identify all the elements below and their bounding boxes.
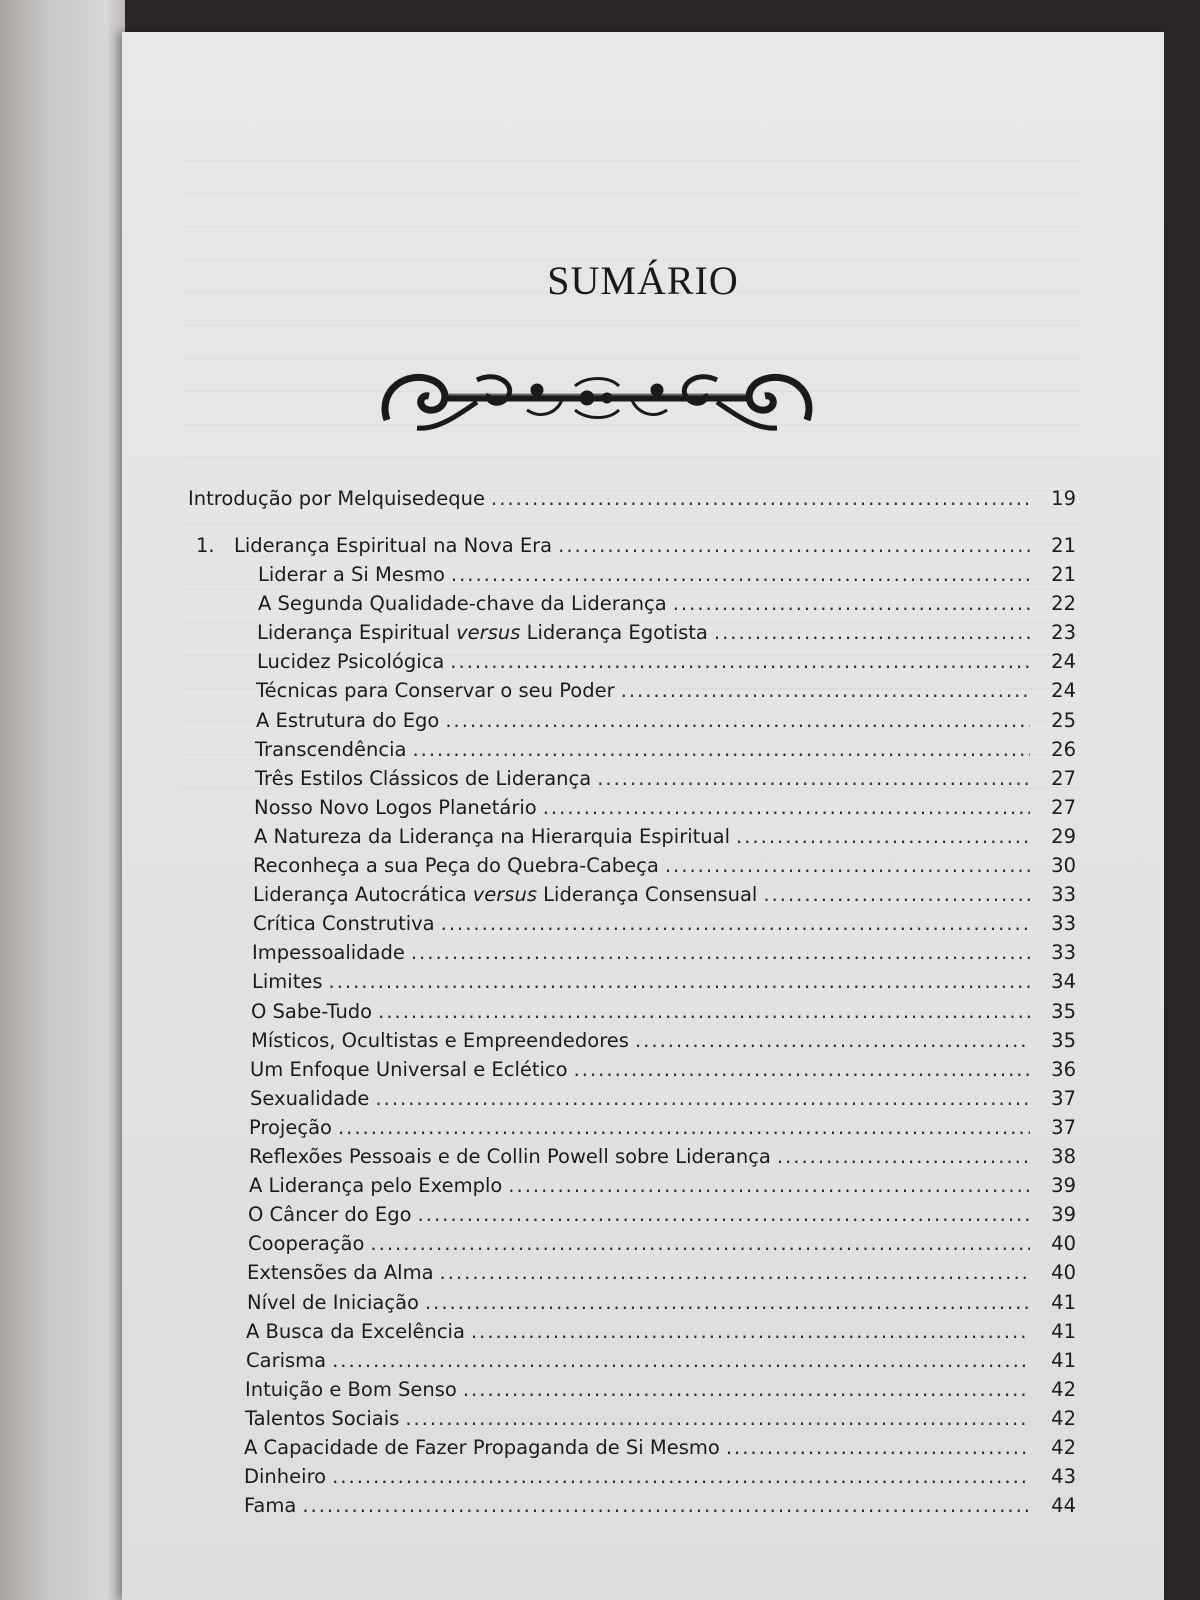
dot-leader bbox=[736, 825, 1030, 848]
toc-entry bbox=[249, 1116, 1076, 1146]
entry-title: A Segunda Qualidade-chave da Liderança bbox=[258, 592, 667, 616]
dot-leader bbox=[418, 1203, 1030, 1226]
page-number: 42 bbox=[1051, 1436, 1076, 1459]
page-number: 30 bbox=[1051, 854, 1076, 877]
toc-entry bbox=[251, 1029, 1076, 1059]
dot-leader bbox=[673, 592, 1030, 615]
dot-leader bbox=[375, 1087, 1030, 1110]
dot-leader bbox=[471, 1320, 1030, 1343]
toc-entry bbox=[256, 709, 1076, 739]
entry-title: A Liderança pelo Exemplo bbox=[249, 1174, 503, 1198]
toc-entry bbox=[257, 621, 1076, 651]
dot-leader bbox=[329, 970, 1031, 993]
page-number: 35 bbox=[1051, 1028, 1076, 1052]
dot-leader bbox=[635, 1029, 1030, 1052]
toc-entry bbox=[253, 883, 1076, 913]
dot-leader bbox=[543, 796, 1030, 819]
page-number: 36 bbox=[1051, 1057, 1076, 1081]
entry-title: Introdução por Melquisedeque bbox=[188, 487, 485, 510]
entry-title: Reconheça a sua Peça do Quebra-Cabeça bbox=[253, 854, 659, 877]
toc-entry bbox=[253, 912, 1076, 942]
entry-title: Liderança Autocrática versus Liderança Consensual bbox=[253, 883, 758, 907]
dot-leader bbox=[451, 563, 1030, 586]
entry-title: A Natureza da Liderança na Hierarquia Espiritual bbox=[254, 824, 731, 848]
page-number: 40 bbox=[1051, 1261, 1076, 1285]
page-number: 33 bbox=[1051, 912, 1076, 936]
dot-leader bbox=[338, 1116, 1030, 1139]
entry-title: Liderar a Si Mesmo bbox=[258, 563, 445, 586]
toc-entry bbox=[247, 1291, 1076, 1321]
toc-entry bbox=[254, 796, 1076, 826]
entry-title: Místicos, Ocultistas e Empreendedores bbox=[251, 1028, 629, 1052]
dot-leader bbox=[621, 679, 1030, 702]
toc-entry bbox=[258, 592, 1076, 622]
page-number: 41 bbox=[1051, 1348, 1076, 1372]
toc-entry bbox=[258, 563, 1076, 593]
toc-entry bbox=[249, 1145, 1076, 1175]
dot-leader bbox=[463, 1378, 1030, 1401]
toc-entry bbox=[245, 1378, 1076, 1408]
entry-title: Nosso Novo Logos Planetário bbox=[254, 795, 537, 819]
toc-entry bbox=[254, 825, 1076, 855]
entry-title: Um Enfoque Universal e Eclético bbox=[250, 1057, 568, 1081]
toc-entry bbox=[252, 970, 1076, 1000]
entry-title: Nível de Iniciação bbox=[247, 1290, 419, 1314]
entry-title: O Câncer do Ego bbox=[248, 1203, 412, 1227]
entry-title: Técnicas para Conservar o seu Poder bbox=[256, 679, 615, 703]
page-number: 37 bbox=[1051, 1115, 1076, 1139]
toc-entry bbox=[255, 738, 1076, 768]
toc-entry bbox=[250, 1087, 1076, 1117]
page-number: 29 bbox=[1051, 824, 1076, 848]
entry-title: Lucidez Psicológica bbox=[257, 650, 445, 674]
dot-leader bbox=[302, 1494, 1030, 1517]
toc-entry bbox=[246, 1320, 1076, 1350]
toc-entry bbox=[255, 767, 1076, 797]
entry-title: O Sabe-Tudo bbox=[251, 999, 373, 1023]
toc-entry bbox=[256, 679, 1076, 709]
toc-entry bbox=[251, 1000, 1076, 1030]
entry-title: Fama bbox=[244, 1494, 297, 1518]
page-number: 43 bbox=[1051, 1465, 1076, 1489]
entry-title: A Capacidade de Fazer Propaganda de Si Mesmo bbox=[244, 1436, 720, 1459]
dot-leader bbox=[378, 1000, 1030, 1023]
dot-leader bbox=[508, 1174, 1030, 1197]
entry-title: Carisma bbox=[246, 1348, 327, 1372]
page-number: 34 bbox=[1051, 970, 1076, 994]
entry-title: A Estrutura do Ego bbox=[256, 708, 440, 732]
dot-leader bbox=[412, 738, 1030, 761]
page-number: 19 bbox=[1051, 487, 1076, 510]
ornament-divider bbox=[377, 350, 817, 442]
entry-title: Cooperação bbox=[248, 1232, 365, 1256]
entry-title: 1. Liderança Espiritual na Nova Era bbox=[196, 534, 553, 557]
dot-leader bbox=[370, 1232, 1030, 1255]
dot-leader bbox=[777, 1145, 1030, 1168]
page-number: 26 bbox=[1051, 737, 1076, 761]
entry-title: Talentos Sociais bbox=[245, 1406, 400, 1430]
page-number: 39 bbox=[1051, 1174, 1076, 1198]
dot-leader bbox=[445, 709, 1030, 732]
page-number: 37 bbox=[1051, 1086, 1076, 1110]
toc-entry bbox=[249, 1174, 1076, 1204]
entry-title: Reflexões Pessoais e de Collin Powell sobre Liderança bbox=[249, 1145, 771, 1168]
page-number: 22 bbox=[1051, 592, 1076, 616]
page-number: 23 bbox=[1051, 621, 1076, 645]
page-number: 38 bbox=[1051, 1145, 1076, 1168]
dot-leader bbox=[597, 767, 1030, 790]
entry-title: Três Estilos Clássicos de Liderança bbox=[255, 766, 592, 790]
dot-leader bbox=[665, 854, 1030, 877]
toc-entry bbox=[252, 941, 1076, 971]
entry-title: Limites bbox=[252, 970, 323, 994]
dot-leader bbox=[441, 912, 1030, 935]
facing-page-edge bbox=[0, 0, 125, 1600]
dot-leader bbox=[574, 1058, 1030, 1081]
book-page bbox=[122, 32, 1164, 1600]
dot-leader bbox=[332, 1465, 1030, 1488]
dot-leader bbox=[450, 650, 1030, 673]
page-number: 21 bbox=[1051, 534, 1076, 557]
page-number: 33 bbox=[1051, 941, 1076, 965]
page-number: 33 bbox=[1051, 883, 1076, 907]
dot-leader bbox=[714, 621, 1030, 644]
page-number: 21 bbox=[1051, 563, 1076, 586]
dot-leader bbox=[763, 883, 1030, 906]
page-number: 24 bbox=[1051, 650, 1076, 674]
entry-title: Dinheiro bbox=[244, 1465, 327, 1489]
page-number: 27 bbox=[1051, 795, 1076, 819]
entry-title: Extensões da Alma bbox=[247, 1261, 434, 1285]
toc-entry bbox=[246, 1349, 1076, 1379]
entry-title: A Busca da Excelência bbox=[246, 1319, 465, 1343]
entry-title: Crítica Construtiva bbox=[253, 912, 435, 936]
toc-entry bbox=[244, 1465, 1076, 1495]
entry-title: Liderança Espiritual versus Liderança Egotista bbox=[257, 621, 708, 645]
dot-leader bbox=[491, 487, 1030, 510]
chapter-number: 1. bbox=[196, 534, 215, 557]
page-number: 41 bbox=[1051, 1290, 1076, 1314]
page-number: 40 bbox=[1051, 1232, 1076, 1256]
entry-title: Sexualidade bbox=[250, 1086, 370, 1110]
dot-leader bbox=[405, 1407, 1030, 1430]
page-number: 39 bbox=[1051, 1203, 1076, 1227]
entry-title: Transcendência bbox=[255, 737, 407, 761]
toc-entry bbox=[250, 1058, 1076, 1088]
toc-entry bbox=[248, 1203, 1076, 1233]
page-number: 24 bbox=[1051, 679, 1076, 703]
page-number: 44 bbox=[1051, 1494, 1076, 1518]
dot-leader bbox=[558, 534, 1030, 557]
toc-entry bbox=[248, 1232, 1076, 1262]
toc-chapter bbox=[196, 534, 1076, 564]
toc-entry bbox=[244, 1436, 1076, 1466]
entry-title: Projeção bbox=[249, 1115, 332, 1139]
page-number: 27 bbox=[1051, 766, 1076, 790]
toc-entry bbox=[245, 1407, 1076, 1437]
toc-entry bbox=[253, 854, 1076, 884]
toc-entry bbox=[247, 1261, 1076, 1291]
dot-leader bbox=[440, 1261, 1030, 1284]
toc-introduction bbox=[188, 487, 1076, 517]
dot-leader bbox=[411, 941, 1030, 964]
toc-entry bbox=[244, 1494, 1076, 1524]
dot-leader bbox=[332, 1349, 1030, 1372]
toc-entry bbox=[257, 650, 1076, 680]
page-number: 41 bbox=[1051, 1319, 1076, 1343]
dot-leader bbox=[425, 1291, 1030, 1314]
page-number: 35 bbox=[1051, 999, 1076, 1023]
page-title: SUMÁRIO bbox=[547, 258, 739, 303]
page-number: 25 bbox=[1051, 708, 1076, 732]
dot-leader bbox=[726, 1436, 1030, 1459]
entry-title: Impessoalidade bbox=[252, 941, 405, 965]
page-number: 42 bbox=[1051, 1377, 1076, 1401]
page-number: 42 bbox=[1051, 1406, 1076, 1430]
entry-title: Intuição e Bom Senso bbox=[245, 1377, 457, 1401]
